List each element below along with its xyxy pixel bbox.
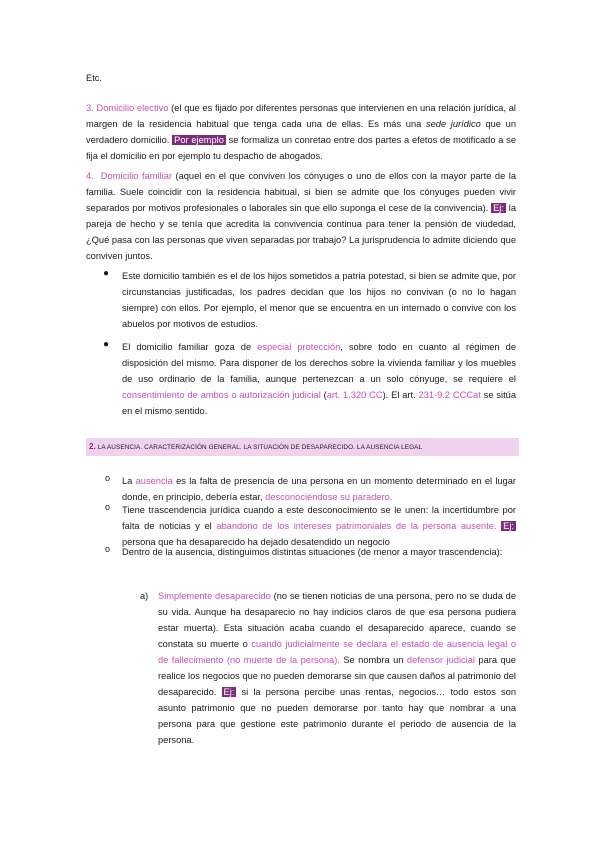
article-reference: 231-9.2 CCCat (418, 390, 481, 400)
italic-term: sede jurídico (425, 119, 481, 129)
text: La (122, 476, 136, 486)
list-item-ausencia (122, 473, 516, 505)
text: para que realice los negocios que no pueden demorarse sin que causen daños al patrimonio del desaparecido. (158, 655, 516, 697)
text: El domicilio familiar goza de (122, 342, 258, 352)
highlight-label: Por ejemplo (174, 135, 224, 145)
paragraph-simplemente-desaparecido (158, 588, 516, 748)
text: se sitúa en el mismo sentido. (122, 390, 516, 416)
highlight-label: Ej: (503, 521, 514, 531)
list-item-trascendencia (122, 502, 516, 550)
bullet-icon: ● (103, 268, 110, 279)
highlight-label: Ej: (223, 687, 235, 697)
item-number: 3. (86, 103, 94, 113)
paragraph-domicilio-electivo (86, 100, 516, 164)
term-paradero: desconociéndose su paradero. (265, 492, 393, 502)
text: persona que ha desaparecido ha dejado desatendido un negocio (122, 537, 390, 547)
text: Tiene trascendencia jurídica cuando a este desconocimiento se le unen: la incertidumbre por falta de noticias y el (122, 505, 516, 531)
term-domicilio-electivo: Domicilio electivo (96, 103, 169, 113)
term-simplemente-desaparecido: Simplemente desaparecido (158, 591, 271, 601)
circle-bullet-icon: o (105, 502, 111, 512)
term-especial-proteccion: especial protección (257, 342, 341, 352)
term-consentimiento: consentimiento de ambos o autorización judicial (122, 390, 321, 400)
term-declaracion-judicial: cuando judicialmente se declara el estado de ausencia legal o de fallecimiento (no muerte de la persona). (158, 639, 516, 665)
section-number: 2. (89, 442, 96, 451)
bullet-paragraph-proteccion (122, 339, 516, 419)
article-reference: art. 1.320 CC (326, 390, 383, 400)
bullet-icon: ● (103, 339, 110, 350)
text: si la persona percibe unas rentas, negocios… todo estos son asunto patrimonio que no pueden demorarse por tanto hay que nombrar a una persona para que gestione este patrimonio durante el periodo de ausencia de la persona. (158, 687, 516, 745)
circle-bullet-icon: o (105, 473, 111, 483)
item-number: 4. (86, 171, 94, 181)
text: ). El art. (382, 390, 419, 400)
text: la pareja de hecho y se tenía que acredita la convivencia continua para tener la pensión de viudedad, ¿Qué pasa con las personas que viven separadas por trabajo? La jurisprudencia lo admite diciendo que conviven juntos. (86, 203, 516, 261)
text: Se nombra un (339, 655, 407, 665)
list-item-situaciones: Dentro de la ausencia, distinguimos distintas situaciones (de menor a mayor trascendencia): (122, 547, 503, 557)
section-title: LA AUSENCIA. CARACTERIZACIÓN GENERAL. LA SITUACIÓN DE DESAPARECIDO. LA AUSENCIA LEGAL (95, 444, 423, 451)
etc-text: Etc. (86, 73, 103, 83)
text: que un verdadero domicilio. (86, 119, 516, 145)
text: se formaliza un conretao entre dos partes a efetos de motificado a se fija el domicilio en por ejemplo tu despacho de abogados. (86, 135, 516, 161)
bullet-paragraph-hijos: Este domicilio también es el de los hijos sometidos a patria potestad, si bien se admite que, por circunstancias justificadas, los padres decidan que los hijos no convivan (o no lo hagan siempre) con ellos. Por ejemplo, el menor que se encuentra en un internado o convive con los abuelos por motivos de estudios. (122, 271, 516, 329)
term-abandono: abandono de los intereses patrimoniales de la persona ausente. (216, 521, 497, 531)
section-heading (86, 438, 519, 456)
text: (no se tienen noticias de una persona, pero no se duda de su vida. Aunque ha desaparecio no hay indicios claros de que esa persona pudiera estar muerta). Esta situación acaba cuando el desaparecido aparece, cuando se constata su muerte o (158, 591, 516, 649)
text: (aquel en el que conviven los cónyuges o uno de ellos con la mayor parte de la familia. Suele coincidir con la residencia habitual, si bien se admite que los cónyuges pueden vivir separados por motivos profesionales o laborales sin que ello suponga el cese de la convivencia). (86, 171, 516, 213)
text: (el que es fijado por diferentes personas que intervienen en una relación jurídica, al margen de la residencia habitual que tenga cada una de ellas. Es más una (86, 103, 516, 129)
highlight-label: Ej: (493, 203, 504, 213)
paragraph-domicilio-familiar (86, 168, 516, 264)
text: ( (320, 390, 327, 400)
text: , sobre todo en cuanto al régimen de disposición del mismo. Para disponer de los derechos sobre la vivienda familiar y los muebles de uso ordinario de la familia, aunque pertenezcan a un solo cónyuge, se requiere el (122, 342, 516, 384)
term-defensor-judicial: defensor judicial (406, 655, 475, 665)
term-ausencia: ausencia (135, 476, 173, 486)
list-label-a: a) (140, 591, 149, 601)
term-domicilio-familiar: Domicilio familiar (100, 171, 172, 181)
circle-bullet-icon: o (105, 544, 111, 554)
text: es la falta de presencia de una persona en un momento determinado en el lugar donde, en principio, debería estar, (122, 476, 516, 502)
